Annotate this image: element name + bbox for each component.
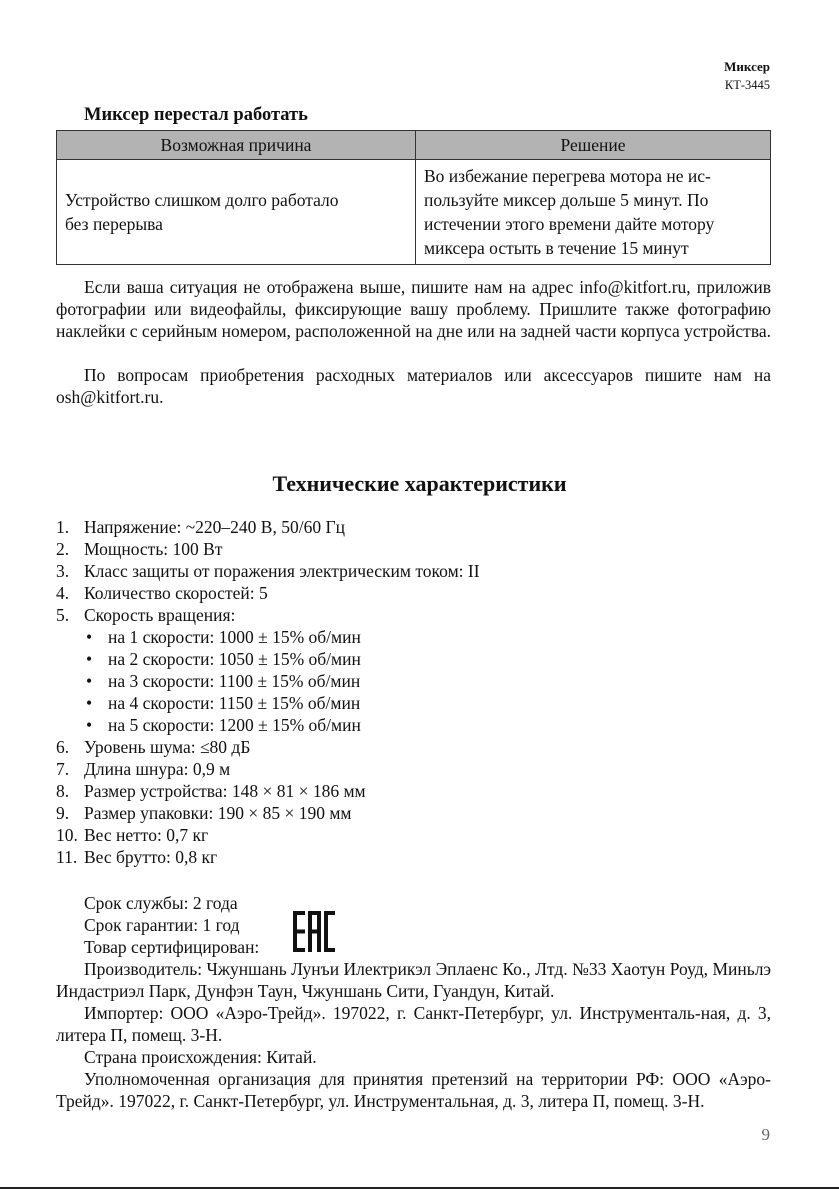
page-header	[724, 58, 770, 94]
spec-number: 5.	[56, 605, 70, 625]
spec-number: 1.	[56, 517, 70, 537]
spec-number: 8.	[56, 781, 70, 801]
speed-text: на 4 скорости: 1150 ± 15% об/мин	[108, 693, 361, 713]
speed-text: на 3 скорости: 1100 ± 15% об/мин	[108, 671, 361, 691]
tech-specs-heading: Технические характеристики	[272, 471, 567, 496]
spec-text: Уровень шума: ≤80 дБ	[84, 737, 251, 757]
accessories-paragraph: По вопросам приобретения расходных материалов или аксессуаров пишите нам на osh@kitfort.ru.	[56, 365, 771, 407]
spec-number: 2.	[56, 539, 70, 559]
column-header-solution: Решение	[416, 131, 771, 160]
spec-item	[56, 516, 771, 538]
solution-line: истечении этого времени дайте мотору	[424, 214, 715, 234]
bullet-icon: •	[86, 671, 93, 691]
column-header-cause: Возможная причина	[57, 131, 416, 160]
service-life: Срок службы: 2 года	[84, 893, 238, 913]
solution-line: миксера остыть в течение 15 минут	[424, 238, 689, 258]
spec-item	[56, 758, 771, 780]
speed-item	[56, 670, 771, 692]
manufacturer-paragraph: Производитель: Чжуншань Лунъи Илектрикэл Эплаенс Ко., Лтд. №33 Хаотун Роуд, Миньлэ Индастриэл Парк, Дунфэн Таун, Чжуншань Сити, Гуандун, Китай.	[56, 959, 771, 1001]
speed-text: на 2 скорости: 1050 ± 15% об/мин	[108, 649, 361, 669]
spec-number: 9.	[56, 803, 70, 823]
bullet-icon: •	[86, 627, 93, 647]
spec-text: Мощность: 100 Вт	[84, 539, 223, 559]
bullet-icon: •	[86, 715, 93, 735]
spec-text: Вес брутто: 0,8 кг	[84, 847, 218, 867]
page-number: 9	[761, 1125, 770, 1144]
speed-item	[56, 648, 771, 670]
speed-text: на 5 скорости: 1200 ± 15% об/мин	[108, 715, 361, 735]
spec-item	[56, 780, 771, 802]
spec-text: Напряжение: ~220–240 В, 50/60 Гц	[84, 517, 345, 537]
spec-text: Размер упаковки: 190 × 85 × 190 мм	[84, 803, 352, 823]
spec-text: Скорость вращения:	[84, 605, 236, 625]
bullet-icon: •	[86, 649, 93, 669]
spec-number: 11.	[56, 847, 78, 867]
cause-line: без перерыва	[65, 214, 163, 234]
spec-number: 6.	[56, 737, 70, 757]
certified: Товар сертифицирован:	[84, 937, 260, 957]
spec-item	[56, 802, 771, 824]
spec-text: Размер устройства: 148 × 81 × 186 мм	[84, 781, 366, 801]
cause-cell	[57, 160, 416, 265]
spec-item	[56, 604, 771, 626]
spec-text: Вес нетто: 0,7 кг	[84, 825, 209, 845]
troubleshooting-table	[56, 130, 771, 265]
solution-cell	[416, 160, 771, 265]
spec-text: Длина шнура: 0,9 м	[84, 759, 231, 779]
importer-paragraph: Импортер: ООО «Аэро-Трейд». 197022, г. Санкт-Петербург, ул. Инструменталь-ная, д. 3, литера П, помещ. 3-Н.	[56, 1003, 771, 1045]
tech-specs-list	[56, 516, 771, 868]
spec-item	[56, 846, 771, 868]
cause-line: Устройство слишком долго работало	[65, 190, 339, 210]
warranty: Срок гарантии: 1 год	[84, 915, 240, 935]
speed-item	[56, 692, 771, 714]
troubleshooting-heading: Миксер перестал работать	[84, 105, 308, 125]
solution-line: Во избежание перегрева мотора не ис-	[424, 166, 711, 186]
speed-text: на 1 скорости: 1000 ± 15% об/мин	[108, 627, 361, 647]
speed-item	[56, 714, 771, 736]
spec-number: 4.	[56, 583, 70, 603]
spec-item	[56, 736, 771, 758]
spec-number: 7.	[56, 759, 70, 779]
header-model: КТ-3445	[724, 78, 770, 92]
spec-item	[56, 582, 771, 604]
header-product: Миксер	[724, 59, 770, 74]
spec-item	[56, 824, 771, 846]
spec-text: Количество скоростей: 5	[84, 583, 268, 603]
spec-text: Класс защиты от поражения электрическим током: II	[84, 561, 480, 581]
bullet-icon: •	[86, 693, 93, 713]
spec-number: 3.	[56, 561, 70, 581]
spec-item	[56, 538, 771, 560]
spec-number: 10.	[56, 825, 78, 845]
eac-mark-icon	[293, 911, 335, 952]
table-row	[57, 160, 771, 265]
solution-line: пользуйте миксер дольше 5 минут. По	[424, 190, 709, 210]
spec-item	[56, 560, 771, 582]
authorized-paragraph: Уполномоченная организация для принятия претензий на территории РФ: ООО «Аэро-Трейд». 197022, г. Санкт-Петербург, ул. Инструментальная, д. 3, литера П, помещ. 3-Н.	[56, 1069, 771, 1111]
speed-item	[56, 626, 771, 648]
contact-paragraph: Если ваша ситуация не отображена выше, пишите нам на адрес info@kitfort.ru, приложив фотографии или видеофайлы, фиксирующие вашу проблему. Пришлите также фотографию наклейки с серийным номером, расположенной на дне или на задней части корпуса устройства.	[56, 277, 771, 341]
origin-paragraph: Страна происхождения: Китай.	[84, 1047, 317, 1067]
